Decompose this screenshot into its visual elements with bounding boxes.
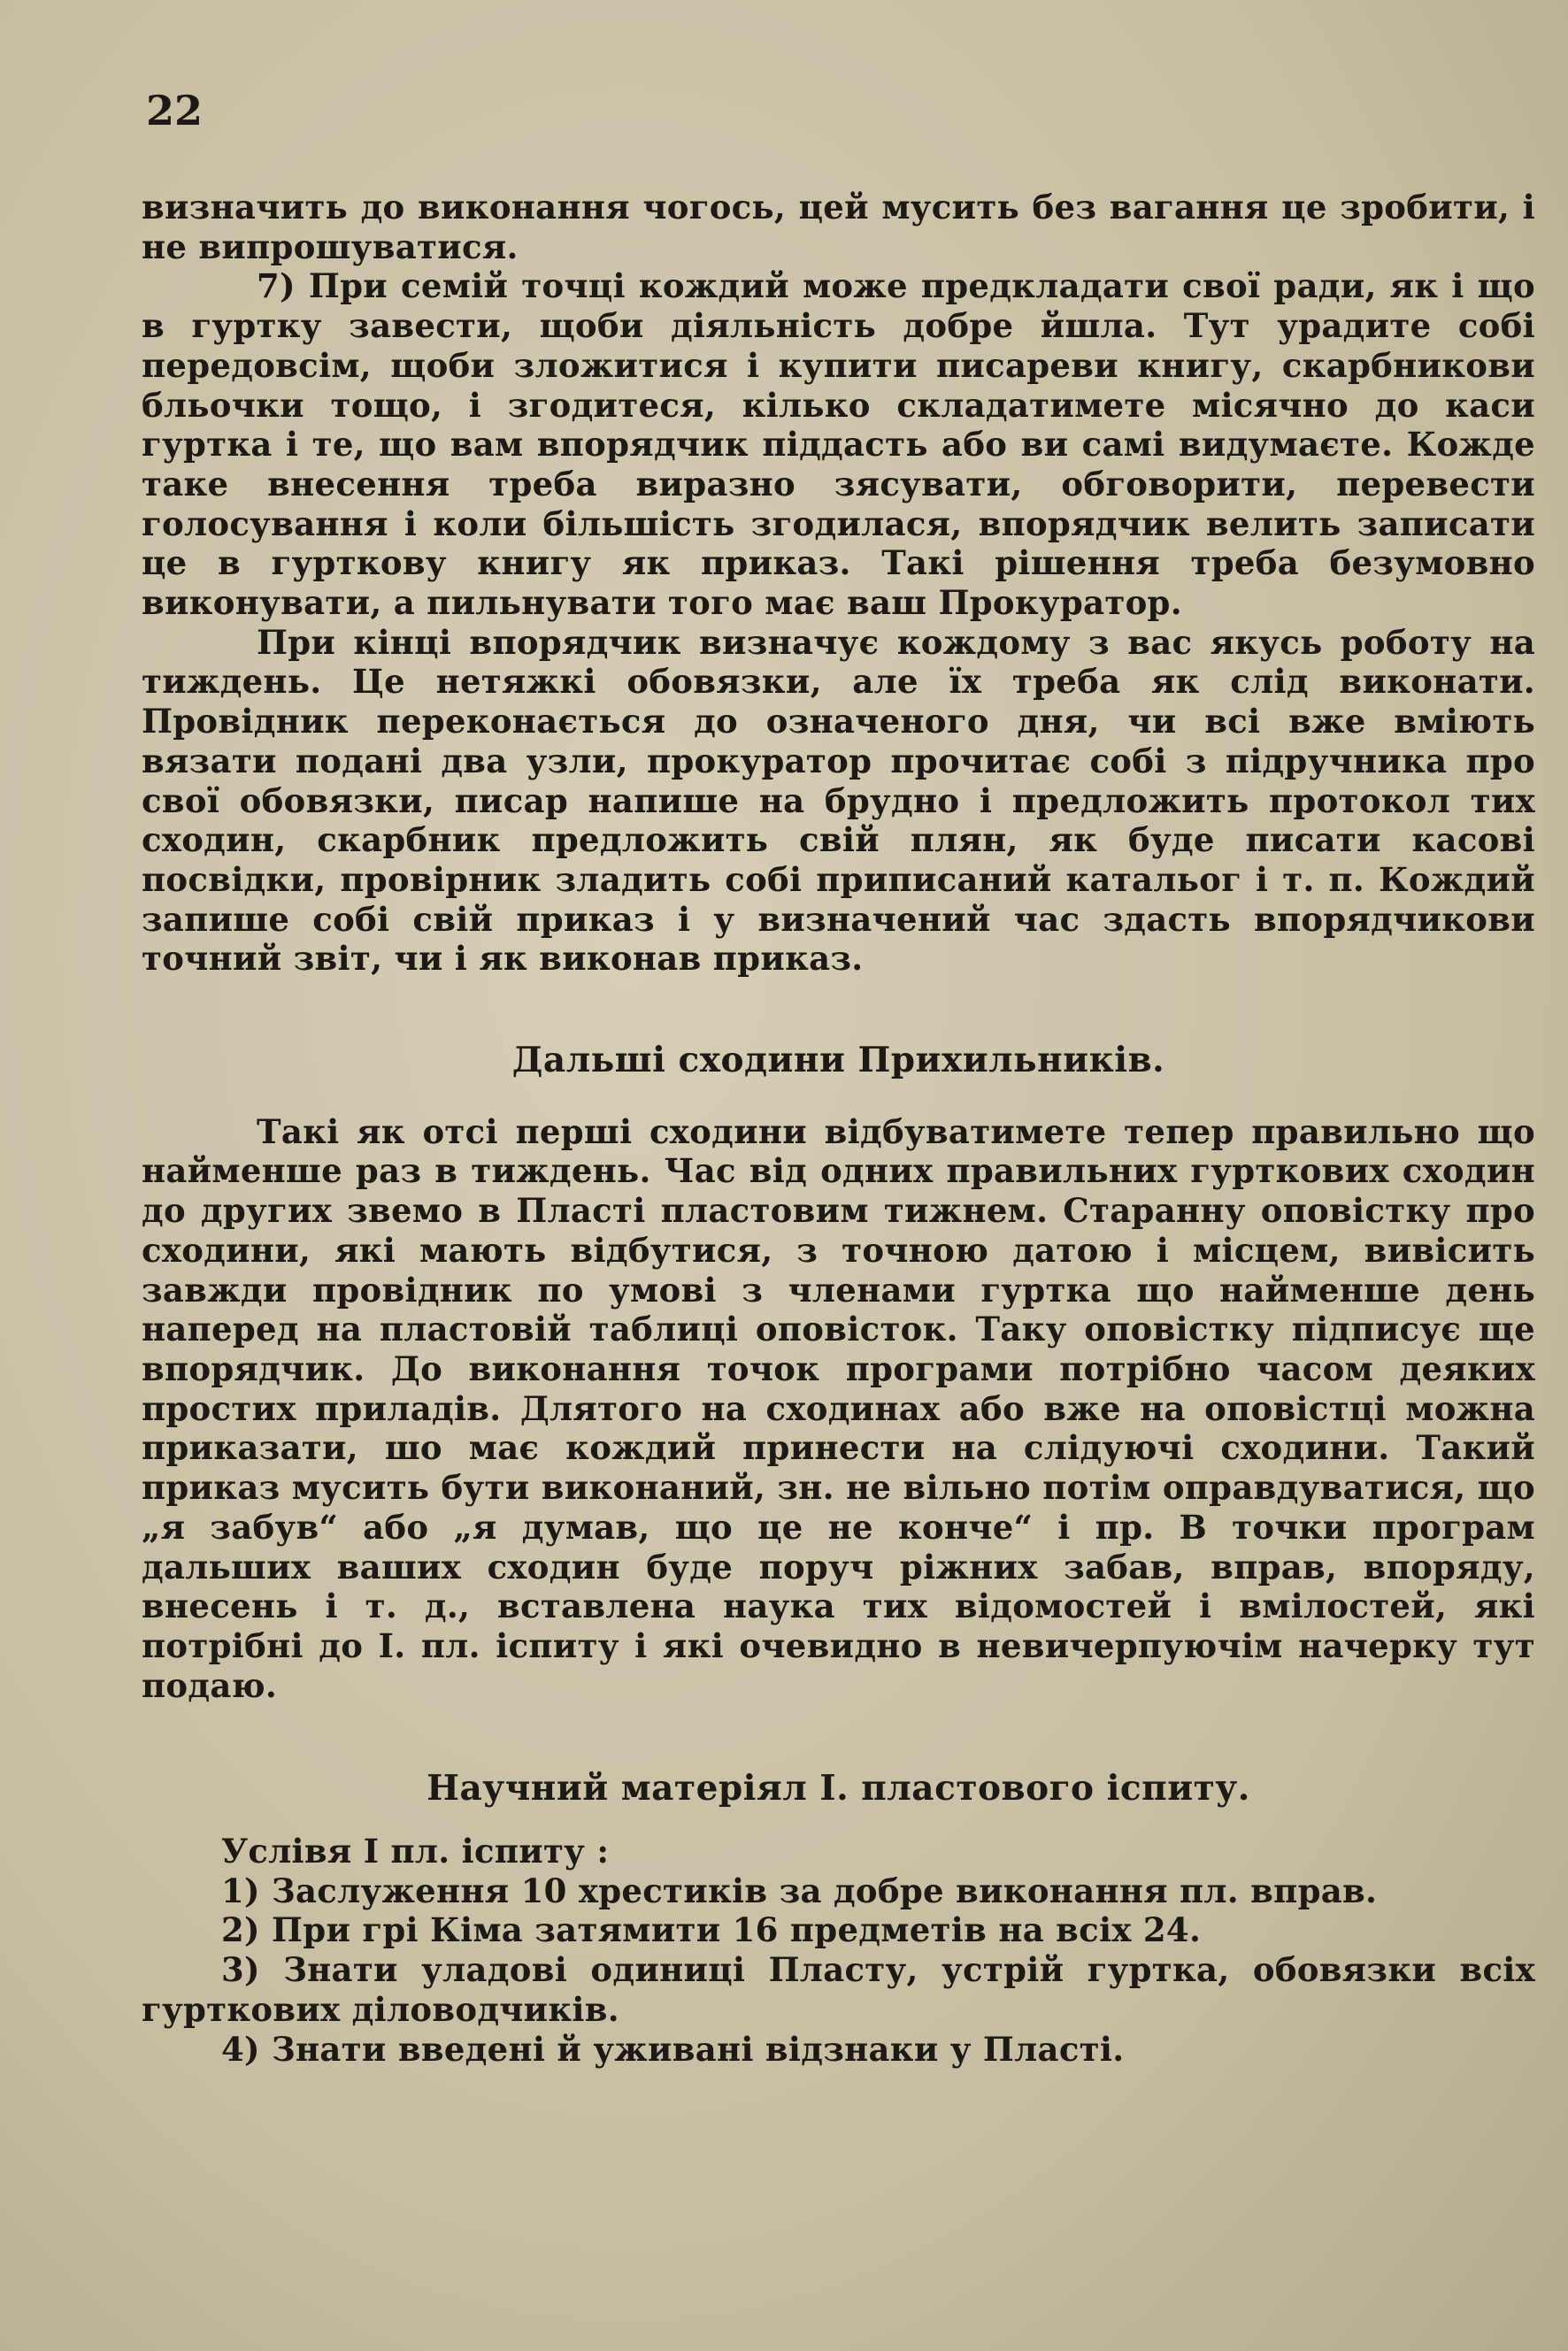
conditions-title: Услівя І пл. іспиту : xyxy=(221,1832,610,1871)
page-number: 22 xyxy=(146,87,204,134)
section-heading-material: Научний матеріял І. пластового іспиту. xyxy=(427,1768,1250,1809)
section-heading-meetings: Дальші сходини Прихильників. xyxy=(511,1040,1165,1081)
continuation-paragraph: визначить до виконання чогось, цей мусить без вагання це зробити, і не випрошуватися. xyxy=(142,188,1535,266)
end-of-meeting-paragraph: При кінці впорядчик визначує кождому з вас якусь роботу на тиждень. Це нетяжкі обовязки, але їх треба як слід виконати. Провідник переконається до означеного дня, чи всі вже вміють вязати подані два узли, прокуратор прочитає собі з підручника про свої обовязки, писар напише на брудно і предложить протокол тих сходин, скарбник предложить свій плян, як буде писати касові посвідки, провірник зладить собі приписаний катальог і т. п. Кождий запише собі свій приказ і у визначений час здасть впорядчикови точний звіт, чи і як виконав приказ. xyxy=(142,622,1535,979)
point-seven-paragraph: 7) При семій точці кождий може предкладати свої ради, як і що в гуртку завести, щоби діяльність добре йшла. Тут урадите собі передовсім, щоби зложитися і купити писареви книгу, скарбникови бльочки тощо, і згодитеся, кілько складатимете місячно до каси гуртка і те, що вам впорядчик піддасть або ви самі видумаєте. Кожде таке внесення треба виразно зясувати, обговорити, перевести голосування і коли більшість згодилася, впорядчик велить записати це в гурткову книгу як приказ. Такі рішення треба безумовно виконувати, а пильнувати того має ваш Прокуратор. xyxy=(142,266,1535,623)
condition-item: 3) Знати уладові одиниці Пласту, устрій гуртка, обовязки всіх гурткових діловодчиків. xyxy=(142,1950,1535,2029)
meetings-paragraph: Такі як отсі перші сходини відбуватимете тепер правильно що найменше раз в тиждень. Час від одних правильних гурткових сходин до других звемо в Пласті пластовим тижнем. Старанну оповістку про сходини, які мають відбутися, з точною датою і місцем, вивісить завжди провідник по умові з членами гуртка що найменше день наперед на пластовій таблиці оповісток. Таку оповістку підписує ще впорядчик. До виконання точок програми потрібно часом деяких простих приладів. Длятого на сходинах або вже на оповістці можна приказати, шо має кождий принести на слідуючі сходини. Такий приказ мусить бути виконаний, зн. не вільно потім оправдуватися, що „я забув“ або „я думав, що це не конче“ і пр. В точки програм дальших ваших сходин буде поруч ріжних забав, вправ, впоряду, внесень і т. д., вставлена наука тих відомостей і вмілостей, які потрібні до І. пл. іспиту і які очевидно в невичерпуючім начерку тут подаю. xyxy=(142,1111,1535,1705)
condition-item: 1) Заслуження 10 хрестиків за добре виконання пл. вправ. xyxy=(221,1871,1378,1910)
condition-item: 2) При грі Кіма затямити 16 предметів на всіх 24. xyxy=(221,1910,1202,1950)
page-body xyxy=(142,188,1535,2069)
condition-item: 4) Знати введені й уживані відзнаки у Пласті. xyxy=(221,2029,1125,2069)
